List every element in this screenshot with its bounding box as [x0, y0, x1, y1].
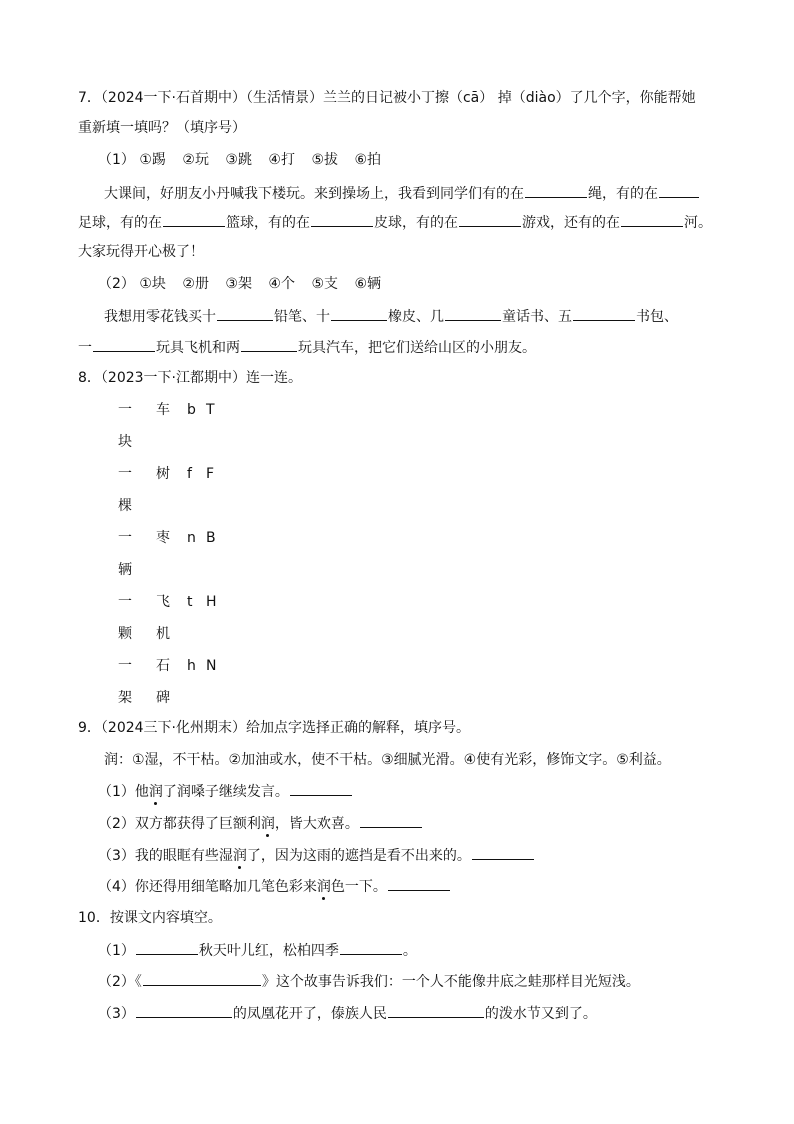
blank[interactable] — [525, 183, 587, 198]
text: 皮球，有的在 — [374, 215, 458, 231]
q7-part1-options — [98, 150, 393, 170]
q7-para2-line1 — [104, 306, 678, 327]
q8-r2-c: f — [187, 466, 192, 482]
q8-r4-d: B — [206, 530, 216, 546]
q8-r6-b: 飞 — [156, 594, 170, 610]
option-5: ⑤拔 — [311, 152, 338, 168]
text: 玩具汽车，把它们送给山区的小朋友。 — [298, 340, 536, 356]
option-5: ⑤支 — [311, 276, 338, 292]
text: ，皆大欢喜。 — [274, 816, 359, 832]
q8-r8-d: N — [206, 658, 217, 674]
q8-r6-a: 一 — [118, 594, 132, 610]
text: （3） — [98, 1006, 135, 1022]
blank[interactable] — [445, 306, 501, 321]
text: （1） — [98, 943, 135, 959]
text: 的泼水节又到了。 — [484, 1006, 597, 1022]
q8-r0-b: 车 — [156, 402, 170, 418]
option-6: ⑥拍 — [354, 152, 382, 168]
blank[interactable] — [331, 306, 387, 321]
answer-blank[interactable] — [388, 1003, 484, 1018]
q7-part2-options — [98, 274, 393, 294]
q7-para1-end: 大家玩得开心极了！ — [78, 244, 204, 260]
dotted-char: 润 — [260, 816, 275, 832]
q8-r4-a: 一 — [118, 530, 132, 546]
text: 河。 — [684, 215, 712, 231]
q8-r9-b: 碑 — [156, 690, 170, 706]
blank[interactable] — [93, 337, 155, 352]
q8-r4-c: n — [187, 530, 196, 546]
q9-title: 9．（2024三下·化州期末）给加点字选择正确的解释，填序号。 — [78, 720, 470, 736]
text: 玩具飞机和两 — [156, 340, 240, 356]
text: 童话书、五 — [502, 309, 572, 325]
option-1: ①块 — [139, 276, 166, 292]
option-1: ①踢 — [139, 152, 166, 168]
answer-blank[interactable] — [340, 940, 402, 955]
text: 橡皮、几 — [388, 309, 444, 325]
blank[interactable] — [573, 306, 635, 321]
answer-blank[interactable] — [388, 876, 450, 891]
text: 色一下。 — [330, 879, 387, 895]
q8-r3-a: 棵 — [118, 498, 132, 514]
q9-definitions: 润：①湿，不干枯。②加油或水，使不干枯。③细腻光滑。④使有光彩，修饰文字。⑤利益。 — [104, 752, 671, 768]
q10-line-1 — [98, 940, 417, 961]
option-3: ③跳 — [225, 152, 252, 168]
text: 》这个故事告诉我们：一个人不能像井底之蛙那样目光短浅。 — [261, 974, 640, 990]
answer-blank[interactable] — [472, 845, 534, 860]
q8-r2-d: F — [206, 466, 215, 482]
option-4: ④个 — [268, 276, 295, 292]
text: 了，因为这雨的遮挡是看不出来的。 — [246, 848, 471, 864]
q8-r0-d: T — [206, 402, 215, 418]
text: 铅笔、十 — [274, 309, 330, 325]
answer-blank[interactable] — [136, 940, 198, 955]
text: 书包、 — [636, 309, 678, 325]
option-6: ⑥辆 — [354, 276, 382, 292]
text: 了润嗓子继续发言。 — [162, 784, 289, 800]
blank[interactable] — [163, 212, 225, 227]
option-3: ③架 — [225, 276, 252, 292]
blank[interactable] — [621, 212, 683, 227]
q8-title: 8．（2023一下·江都期中）连一连。 — [78, 370, 302, 386]
q10-line-3 — [98, 1003, 597, 1024]
q7-para1-line1 — [104, 183, 700, 204]
dotted-char: 润 — [316, 879, 331, 895]
dotted-char: 润 — [148, 784, 163, 800]
q8-r2-a: 一 — [118, 466, 132, 482]
option-4: ④打 — [268, 152, 295, 168]
text: 一 — [78, 340, 92, 356]
q8-r2-b: 树 — [156, 466, 170, 482]
q7-para1-line2 — [78, 212, 712, 233]
dotted-char: 润 — [232, 848, 247, 864]
text: （3）我的眼眶有些湿 — [98, 848, 233, 864]
q8-r0-c: b — [187, 402, 196, 418]
text: （2）双方都获得了巨额利 — [98, 816, 261, 832]
text: 游戏，还有的在 — [522, 215, 620, 231]
text: 我想用零花钱买十 — [104, 309, 216, 325]
q8-r6-c: t — [187, 594, 193, 610]
text: 秋天叶儿红，松柏四季 — [198, 943, 339, 959]
q7-title-line2: 重新填一填吗？（填序号） — [78, 120, 246, 136]
blank[interactable] — [217, 306, 273, 321]
blank[interactable] — [241, 337, 297, 352]
text: 。 — [402, 943, 417, 959]
q9-sentence-3 — [98, 845, 535, 866]
blank[interactable] — [311, 212, 373, 227]
q7-part1-label: （1） — [98, 152, 135, 168]
text: 绳，有的在 — [588, 186, 658, 202]
q8-r5-a: 辆 — [118, 562, 132, 578]
answer-blank[interactable] — [360, 813, 422, 828]
text: 大课间，好朋友小丹喊我下楼玩。来到操场上，我看到同学们有的在 — [104, 186, 524, 202]
answer-blank[interactable] — [290, 781, 352, 796]
q8-r0-a: 一 — [118, 402, 132, 418]
blank[interactable] — [659, 183, 699, 198]
q7-para2-line2 — [78, 337, 536, 358]
blank[interactable] — [459, 212, 521, 227]
q9-sentence-4 — [98, 876, 451, 897]
answer-blank[interactable] — [136, 1003, 232, 1018]
text: （1）他 — [98, 784, 149, 800]
q8-r6-d: H — [206, 594, 217, 610]
q8-r7-a: 颗 — [118, 626, 132, 642]
q8-r7-b: 机 — [156, 626, 170, 642]
text: （4）你还得用细笔略加几笔色彩来 — [98, 879, 317, 895]
q9-sentence-2 — [98, 813, 423, 834]
q8-r8-a: 一 — [118, 658, 132, 674]
q8-r8-b: 石 — [156, 658, 170, 674]
q8-r1-a: 块 — [118, 434, 132, 450]
q9-sentence-1 — [98, 781, 353, 802]
text: （2）《 — [98, 974, 142, 990]
q8-r4-b: 枣 — [156, 530, 170, 546]
answer-blank[interactable] — [143, 971, 261, 986]
q7-part2-label: （2） — [98, 276, 135, 292]
q7-title-line1: 7．（2024一下·石首期中）（生活情景）兰兰的日记被小丁擦（cā） 掉（diào）了几个字，你能帮她 — [78, 90, 696, 106]
option-2: ②玩 — [182, 152, 209, 168]
q8-r9-a: 架 — [118, 690, 132, 706]
q8-r8-c: h — [187, 658, 196, 674]
text: 的凤凰花开了，傣族人民 — [232, 1006, 387, 1022]
option-2: ②册 — [182, 276, 209, 292]
q10-title: 10．按课文内容填空。 — [78, 910, 222, 926]
text: 篮球，有的在 — [226, 215, 310, 231]
text: 足球，有的在 — [78, 215, 162, 231]
q10-line-2 — [98, 971, 640, 992]
